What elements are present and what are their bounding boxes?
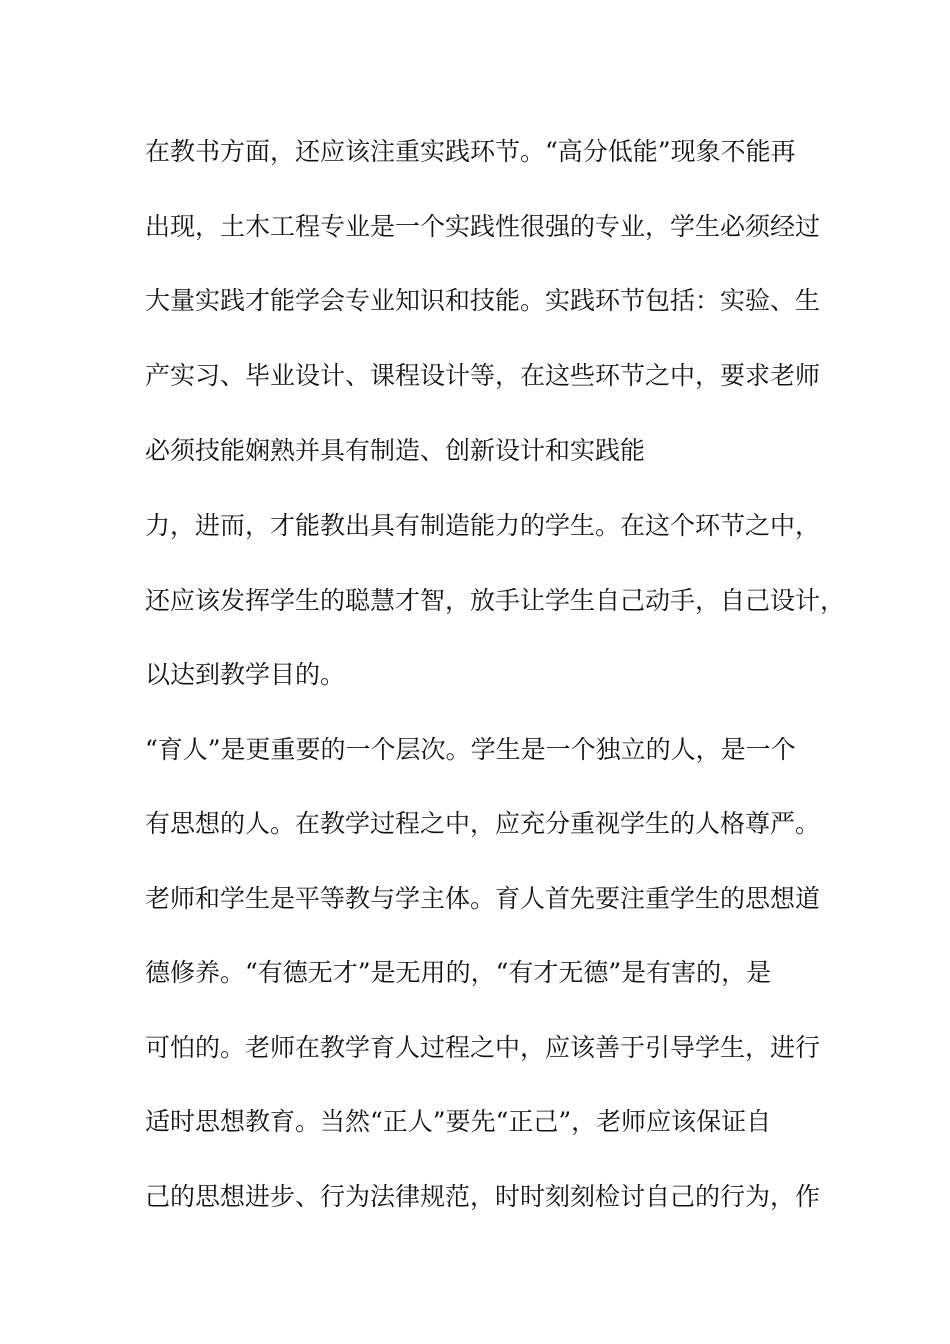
text-line: 出现，土木工程专业是一个实践性很强的专业，学生必须经过 bbox=[145, 212, 821, 241]
text-line: “育人”是更重要的一个层次。学生是一个独立的人，是一个 bbox=[145, 735, 796, 764]
text-line: 以达到教学目的。 bbox=[145, 660, 346, 689]
text-line: 有思想的人。在教学过程之中，应充分重视学生的人格尊严。 bbox=[145, 809, 821, 838]
text-line: 必须技能娴熟并具有制造、创新设计和实践能 bbox=[145, 436, 646, 465]
text-line: 适时思想教育。当然“正人”要先“正己”，老师应该保证自 bbox=[145, 1107, 772, 1136]
text-line: 力，进而，才能教出具有制造能力的学生。在这个环节之中， bbox=[145, 511, 821, 540]
text-line: 可怕的。老师在教学育人过程之中，应该善于引导学生，进行 bbox=[145, 1033, 821, 1062]
text-line: 大量实践才能学会专业知识和技能。实践环节包括：实验、生 bbox=[145, 286, 821, 315]
text-line: 己的思想进步、行为法律规范，时时刻刻检讨自己的行为，作 bbox=[145, 1182, 821, 1211]
text-line: 德修养。“有德无才”是无用的，“有才无德”是有害的，是 bbox=[145, 958, 772, 987]
text-line: 产实习、毕业设计、课程设计等，在这些环节之中，要求老师 bbox=[145, 361, 821, 390]
text-line: 在教书方面，还应该注重实践环节。“高分低能”现象不能再 bbox=[145, 137, 796, 166]
text-line: 老师和学生是平等教与学主体。育人首先要注重学生的思想道 bbox=[145, 884, 821, 913]
text-line: 还应该发挥学生的聪慧才智，放手让学生自己动手，自己设计， bbox=[145, 586, 846, 615]
